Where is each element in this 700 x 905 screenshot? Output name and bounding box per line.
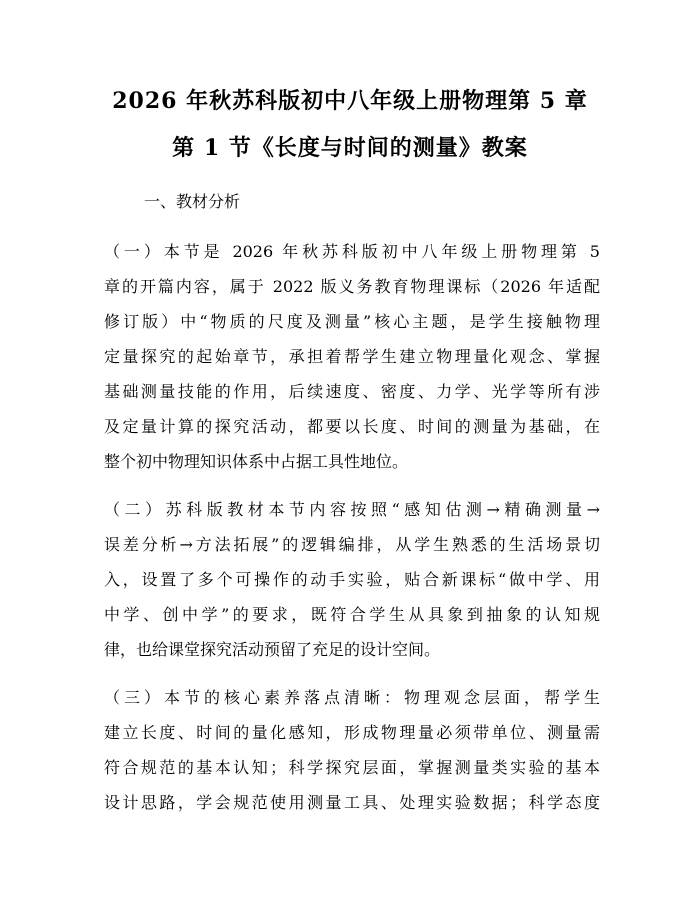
paragraph-line: 中学、创中学”的要求，既符合学生从具象到抽象的认知规 [104, 605, 600, 624]
paragraph-line: 入，设置了多个可操作的动手实验，贴合新课标“做中学、用 [104, 570, 600, 589]
paragraph-line: 定量探究的起始章节，承担着帮学生建立物理量化观念、掌握 [104, 347, 600, 366]
paragraph-line: 基础测量技能的作用，后续速度、密度、力学、光学等所有涉 [104, 382, 600, 401]
document-title-line-2: 第 1 节《长度与时间的测量》教案 [172, 135, 528, 161]
paragraph-line: 符合规范的基本认知；科学探究层面，掌握测量类实验的基本 [104, 758, 600, 777]
paragraph-line: 整个初中物理知识体系中占据工具性地位。 [104, 452, 409, 471]
section-heading-textbook-analysis: 一、教材分析 [144, 192, 241, 211]
paragraph-line: 律，也给课堂探究活动预留了充足的设计空间。 [104, 640, 441, 659]
paragraph-line: 建立长度、时间的量化感知，形成物理量必须带单位、测量需 [104, 723, 600, 742]
paragraph-2 [104, 492, 600, 667]
paragraph-line: 章的开篇内容，属于 2022 版义务教育物理课标（2026 年适配 [104, 277, 600, 296]
paragraph-line: 误差分析→方法拓展”的逻辑编排，从学生熟悉的生活场景切 [104, 535, 600, 554]
paragraph-line: （三）本节的核心素养落点清晰：物理观念层面，帮学生 [104, 688, 600, 707]
paragraph-line: 修订版）中“物质的尺度及测量”核心主题，是学生接触物理 [104, 312, 600, 331]
paragraph-line: 及定量计算的探究活动，都要以长度、时间的测量为基础，在 [104, 417, 600, 436]
paragraph-line: （一）本节是 2026 年秋苏科版初中八年级上册物理第 5 [104, 242, 600, 261]
paragraph-3 [104, 680, 600, 820]
paragraph-line: 设计思路，学会规范使用测量工具、处理实验数据；科学态度 [104, 793, 600, 812]
paragraph-line: （二）苏科版教材本节内容按照“感知估测→精确测量→ [104, 500, 600, 519]
document-title-line-1: 2026 年秋苏科版初中八年级上册物理第 5 章 [112, 88, 588, 114]
paragraph-1 [104, 234, 600, 479]
